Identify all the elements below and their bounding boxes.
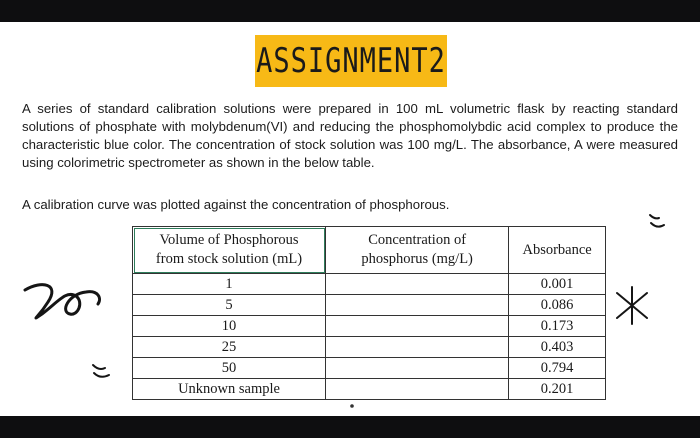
handwritten-tick-mark-icon bbox=[646, 208, 670, 234]
handwritten-scribble-icon bbox=[20, 268, 110, 330]
table-row bbox=[133, 295, 606, 316]
table-row bbox=[133, 358, 606, 379]
cell-absorbance[interactable]: 0.403 bbox=[509, 337, 606, 358]
cell-absorbance[interactable]: 0.173 bbox=[509, 316, 606, 337]
cell-volume[interactable]: 1 bbox=[133, 274, 326, 295]
header-absorbance-label: Absorbance bbox=[522, 241, 592, 258]
header-volume-line2: from stock solution (mL) bbox=[155, 251, 303, 267]
problem-description: A series of standard calibration solutions were prepared in 100 mL volumetric flask by reacting standard solutions of phosphate with molybdenum(VI) and reducing the phosphomolybdic acid complex to produce the characteristic blue color. The concentration of stock solution was 100 mg/L. The absorbance, A were measured using colorimetric spectrometer as shown in the below table. bbox=[22, 101, 678, 170]
header-volume-line1: Volume of Phosphorous bbox=[159, 232, 299, 248]
calibration-statement: A calibration curve was plotted against the concentration of phosphorous. bbox=[22, 197, 450, 212]
header-volume[interactable] bbox=[133, 227, 326, 274]
cell-volume[interactable]: 50 bbox=[133, 358, 326, 379]
table-header-row bbox=[133, 227, 606, 274]
table-row bbox=[133, 379, 606, 400]
cell-absorbance[interactable]: 0.001 bbox=[509, 274, 606, 295]
cell-absorbance[interactable]: 0.201 bbox=[509, 379, 606, 400]
cursor-dot-icon bbox=[348, 402, 356, 410]
bottom-frame-bar bbox=[0, 416, 700, 438]
assignment-title-banner bbox=[255, 35, 447, 87]
cell-volume[interactable]: 25 bbox=[133, 337, 326, 358]
table-row bbox=[133, 337, 606, 358]
cell-volume[interactable]: 5 bbox=[133, 295, 326, 316]
cell-absorbance[interactable]: 0.794 bbox=[509, 358, 606, 379]
header-concentration-line1: Concentration of bbox=[368, 232, 467, 248]
cell-concentration[interactable] bbox=[326, 295, 509, 316]
top-frame-bar bbox=[0, 0, 700, 22]
handwritten-tick-mark-icon bbox=[90, 360, 114, 382]
header-concentration-line2: phosphorus (mg/L) bbox=[361, 251, 473, 267]
table-row bbox=[133, 316, 606, 337]
cell-volume[interactable]: Unknown sample bbox=[133, 379, 326, 400]
cell-concentration[interactable] bbox=[326, 274, 509, 295]
cell-concentration[interactable] bbox=[326, 337, 509, 358]
header-concentration[interactable] bbox=[326, 227, 509, 274]
assignment-title: ASSIGNMENT2 bbox=[256, 41, 446, 81]
cell-concentration[interactable] bbox=[326, 316, 509, 337]
cell-absorbance[interactable]: 0.086 bbox=[509, 295, 606, 316]
cell-concentration[interactable] bbox=[326, 358, 509, 379]
table-row bbox=[133, 274, 606, 295]
cell-concentration[interactable] bbox=[326, 379, 509, 400]
handwritten-asterisk-icon bbox=[612, 284, 652, 326]
header-absorbance[interactable] bbox=[509, 227, 606, 274]
calibration-table bbox=[132, 226, 606, 400]
cell-volume[interactable]: 10 bbox=[133, 316, 326, 337]
